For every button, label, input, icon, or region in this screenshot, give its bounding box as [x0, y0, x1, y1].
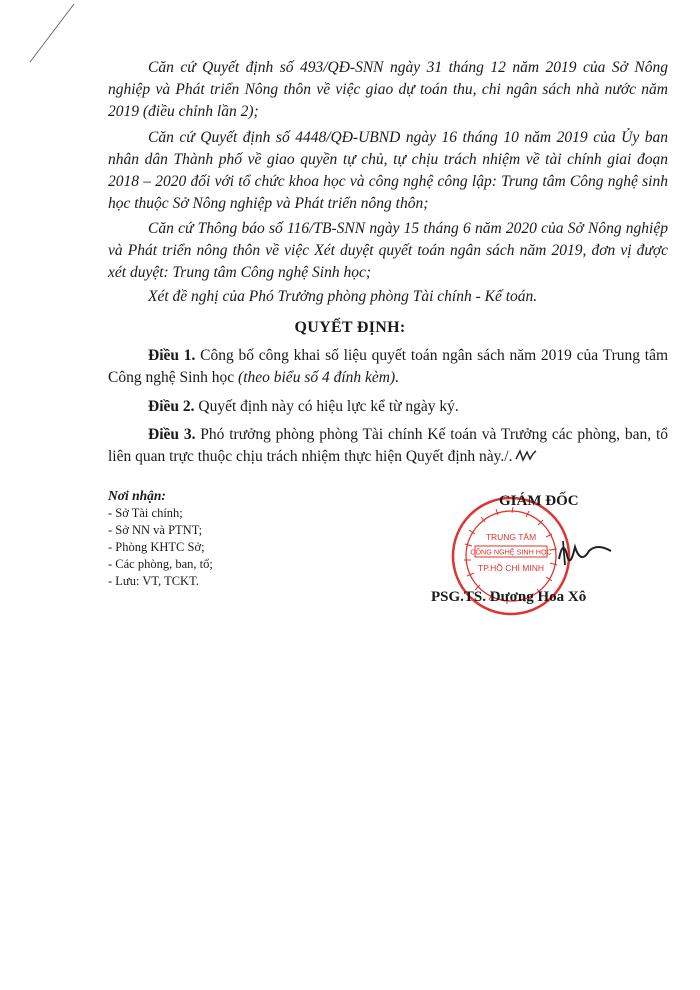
article-3-label: Điều 3.: [148, 426, 196, 443]
preamble-paragraph-3: [108, 218, 668, 284]
seal-text-2: CÔNG NGHỆ SINH HỌC: [470, 547, 552, 557]
article-2: [108, 396, 668, 418]
recipients-list: [108, 505, 213, 590]
recipient-item: - Các phòng, ban, tổ;: [108, 557, 213, 571]
recipients-title: Nơi nhận:: [108, 488, 166, 503]
recipient-item: - Sở Tài chính;: [108, 506, 183, 520]
decision-title: QUYẾT ĐỊNH:: [294, 319, 406, 336]
preamble-paragraph-1: [108, 57, 668, 123]
seal-text-3: TP.HỒ CHÍ MINH: [478, 563, 544, 573]
article-1-note: (theo biểu số 4 đính kèm).: [238, 369, 400, 386]
seal-text-1: TRUNG TÂM: [485, 532, 537, 542]
preamble-text-2: Căn cứ Quyết định số 4448/QĐ-UBND ngày 16 tháng 10 năm 2019 của Ủy ban nhân dân Thành phố về giao quyền tự chủ, tự chịu trách nhiệm về tài chính giai đoạn 2018 – 2020 đối với tổ chức khoa học và công nghệ công lập: Trung tâm Công nghệ sinh học thuộc Sở Nông nghiệp và Phát triển nông thôn;: [108, 129, 668, 212]
article-1-text: Công bố công khai số liệu quyết toán ngân sách năm 2019 của Trung tâm Công nghệ Sinh học: [108, 347, 669, 386]
preamble-text-3: Căn cứ Thông báo số 116/TB-SNN ngày 15 tháng 6 năm 2020 của Sở Nông nghiệp và Phát triển nông thôn về việc Xét duyệt quyết toán ngân sách năm 2019, đơn vị được xét duyệt: Trung tâm Công nghệ Sinh học;: [108, 220, 668, 281]
preamble-text-4: Xét đề nghị của Phó Trưởng phòng phòng Tài chính - Kế toán.: [148, 288, 538, 305]
preamble-paragraph-4: [108, 286, 668, 308]
recipient-item: - Phòng KHTC Sở;: [108, 540, 205, 554]
handwritten-initials: [514, 447, 540, 465]
recipient-item: - Sở NN và PTNT;: [108, 523, 203, 537]
article-2-label: Điều 2.: [148, 398, 195, 415]
article-1: [108, 345, 668, 389]
preamble-paragraph-2: [108, 127, 668, 215]
preamble-text-1: Căn cứ Quyết định số 493/QĐ-SNN ngày 31 tháng 12 năm 2019 của Sở Nông nghiệp và Phát triển Nông thôn về việc giao dự toán thu, chi ngân sách nhà nước năm 2019 (điều chỉnh lần 2);: [108, 59, 668, 120]
article-3: [108, 424, 668, 468]
recipient-item: - Lưu: VT, TCKT.: [108, 574, 199, 588]
recipients-block: [108, 487, 213, 590]
article-2-text: Quyết định này có hiệu lực kể từ ngày ký.: [194, 398, 459, 415]
scan-fold-line: [0, 0, 80, 70]
handwritten-signature: [555, 535, 615, 575]
signer-name: PSG.TS. Dương Hoa Xô: [431, 589, 587, 605]
article-3-text: Phó trưởng phòng phòng Tài chính Kế toán và Trưởng các phòng, ban, tổ liên quan trực thuộc chịu trách nhiệm thực hiện Quyết định này./.: [108, 426, 668, 465]
article-1-label: Điều 1.: [148, 347, 196, 364]
signature-title: GIÁM ĐỐC: [499, 493, 579, 509]
